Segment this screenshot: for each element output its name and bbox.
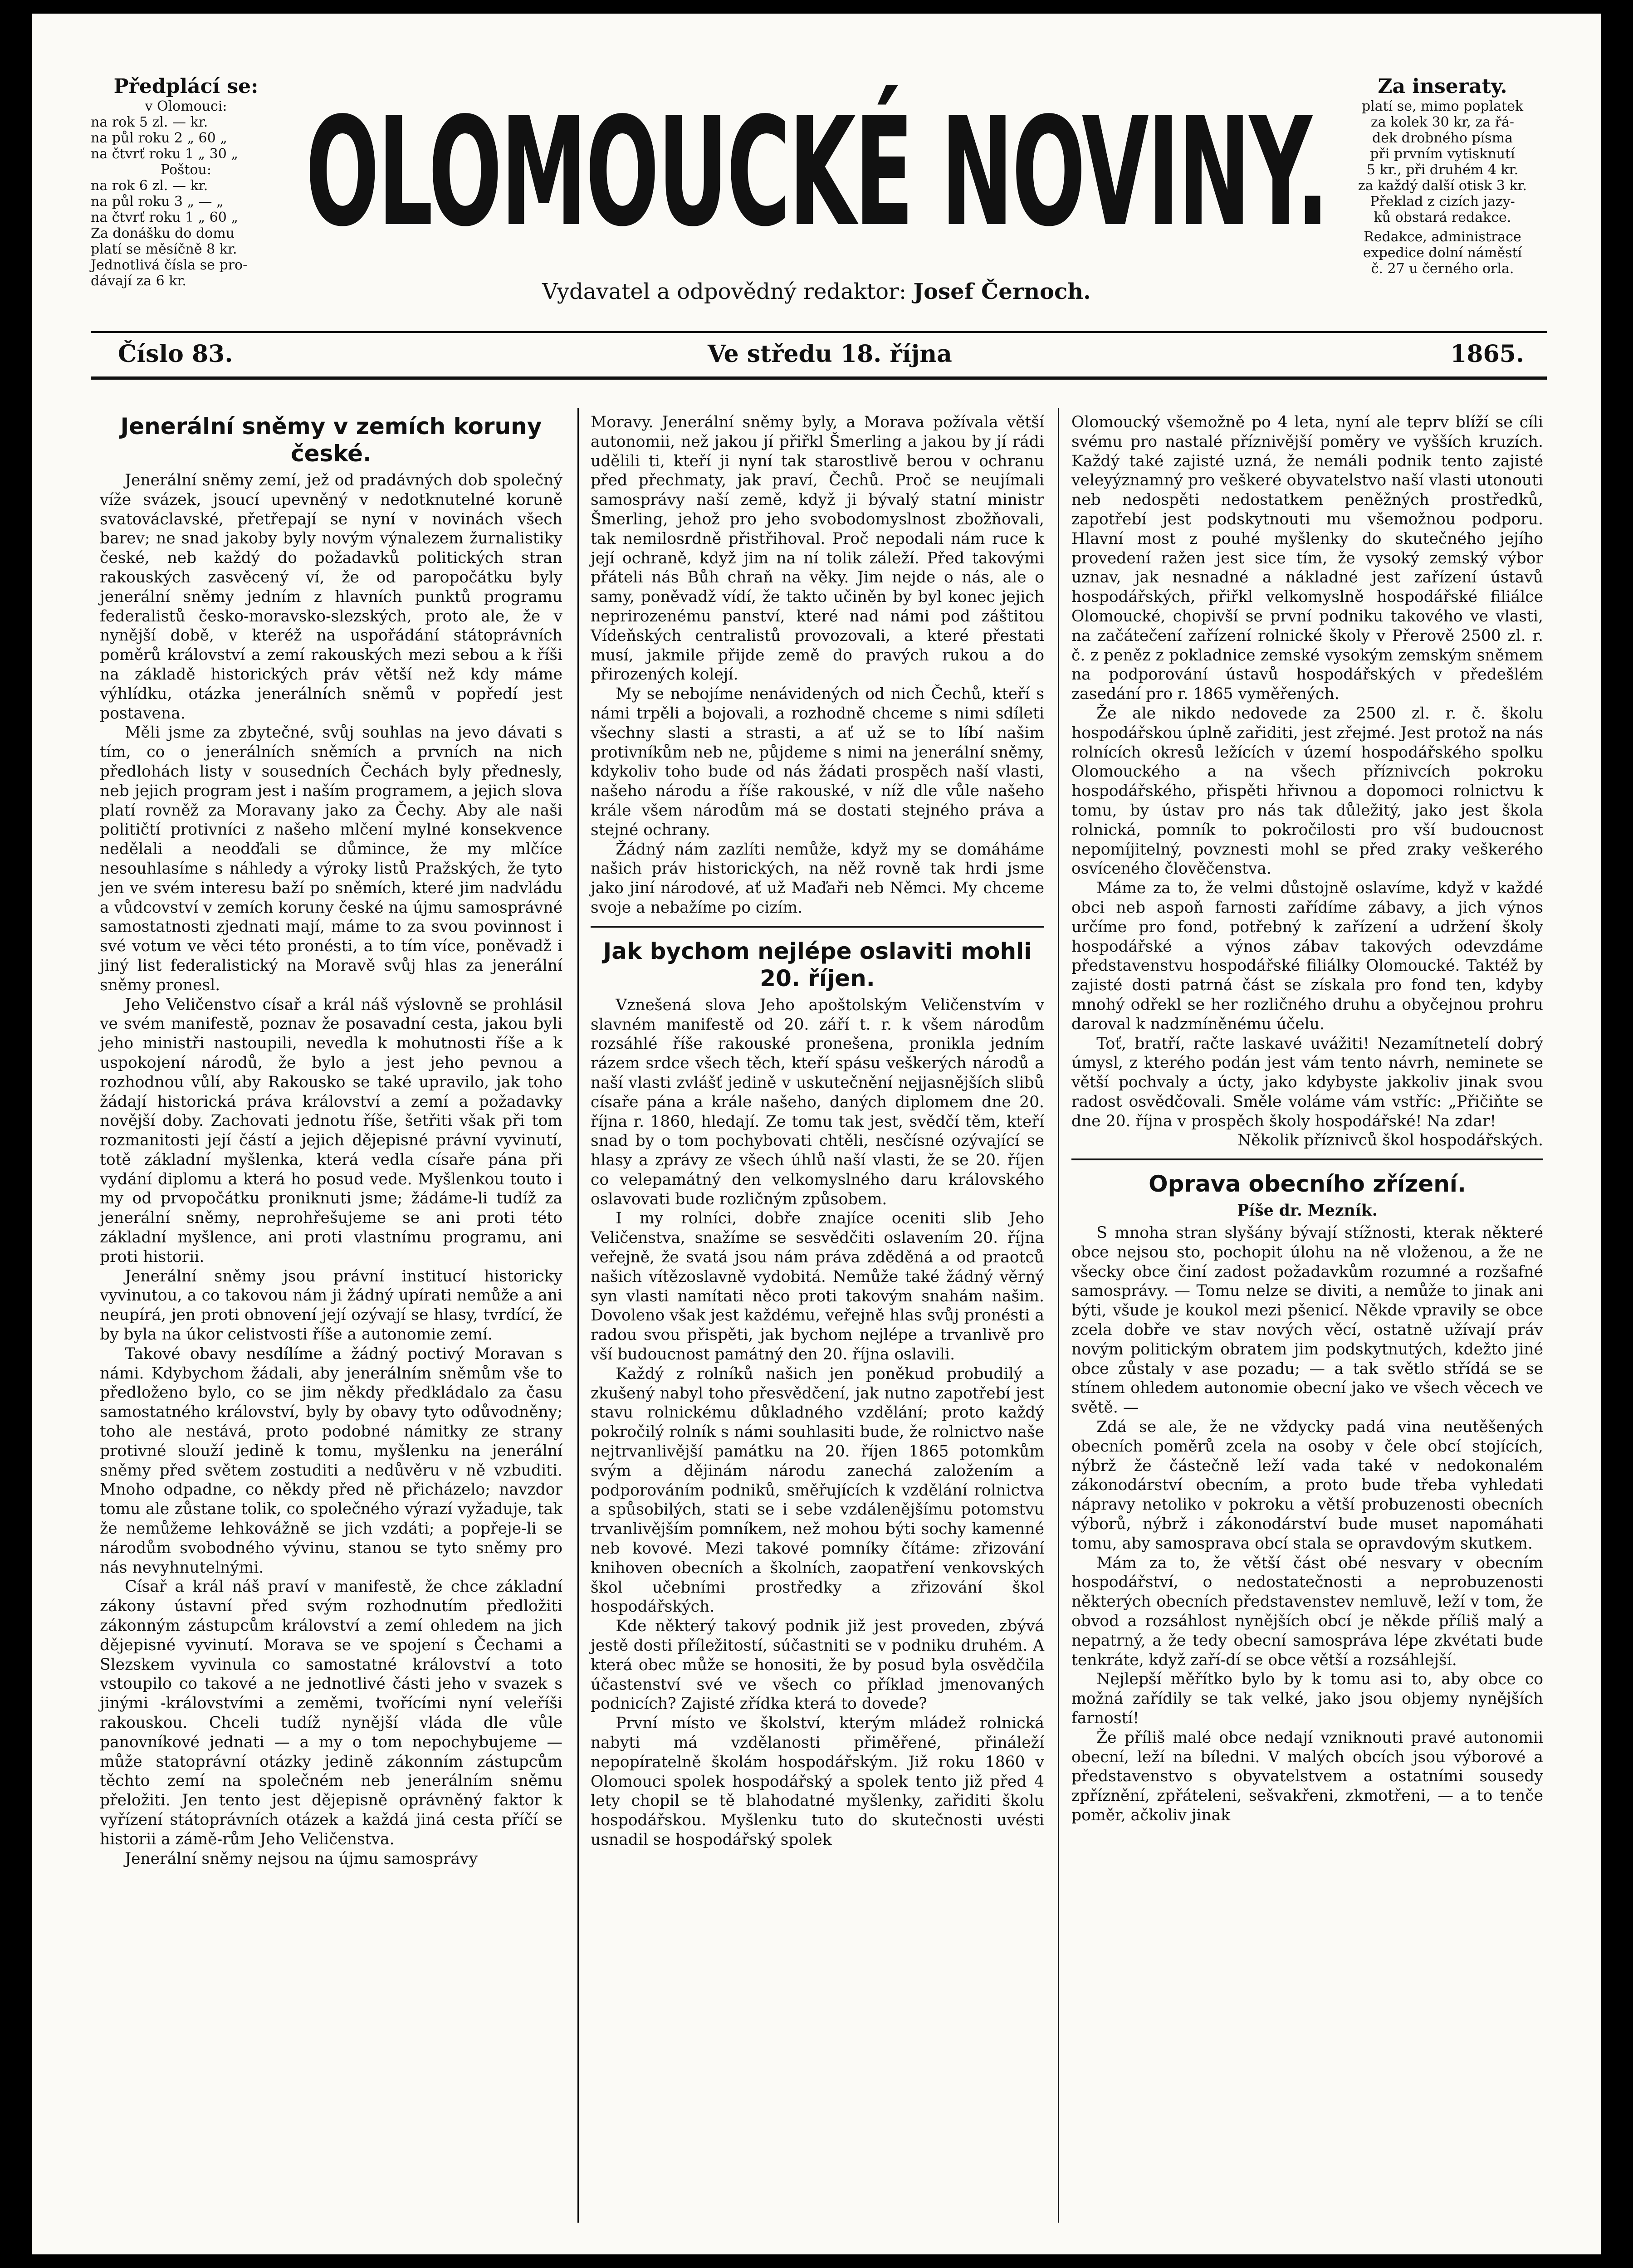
inserts-line: Překlad z cizích jazy- <box>1370 194 1515 210</box>
paragraph: Toť, bratří, račte laskavé uvážiti! Nezamítnetelí dobrý úmysl, z kterého podán jest vám tento návrh, neminete se větší pochvaly a úcty, jako kdybyste jakkoliv jinak svou radost osvědčovali. Směle voláme vám vstříc: „Přičiňte se dne 20. října v prospěch školy hospodářské! Na zdar! <box>1071 1034 1543 1130</box>
issue-number: Číslo 83. <box>118 340 233 368</box>
subscription-line: dávají za 6 kr. <box>91 273 186 289</box>
paragraph: Jenerální sněmy jsou právní institucí historicky vyvinutou, a co takovou nám ji žádný upírati nemůže a ani neupírá, jen proti obnovení její ozývají se hlasy, tvrdící, že by byla na úkor celistvosti říše a autonomie zemí. <box>100 1267 562 1344</box>
inserts-line: dek drobného písma <box>1372 130 1513 146</box>
paragraph: Jenerální sněmy nejsou na újmu samosprávy <box>125 1849 478 1868</box>
column-1 <box>100 413 562 1868</box>
subscription-line: na půl roku 2 „ 60 „ <box>91 130 227 146</box>
paragraph: Jenerální sněmy zemí, jež od pradávných dob společný víže svázek, jsoucí upevněný v nedotknutelné koruně svatováclavské, přetřepají se nyní v novinách všech barev; ne snad jakoby byly novým výnalezem žurnalistiky české, neb každý do požadavků politických stran rakouských zasvěcený ví, že od paropočátku byly jenerální sněmy jedním z hlavních punktů programu federalistů česko-moravsko-slezských, proto ale, že v nynější době, v kteréž na uspořádání státoprávních poměrů království a zemí rakouských mezi sebou a k říši na základě historických práv větší než kdy máme výhlídku, otázka jenerálních sněmů v popředí jest postavena. <box>100 471 562 723</box>
paragraph: První místo ve školství, kterým mládež rolnická nabyti má vzdělanosti přiměřené, přináleží nepopíratelně školám hospodářským. Již roku 1860 v Olomouci spolek hospodářský a spolek tento již před 4 lety chopil se tě blahodatné myšlenky, zařiditi školu hospodářskou. Myšlenku tuto do skutečnosti uvésti usnadil se hospodářský spolek <box>591 1714 1044 1849</box>
inserts-line: při prvním vytisknutí <box>1370 146 1515 162</box>
paragraph: Moravy. Jenerální sněmy byly, a Morava požívala větší autonomii, než jakou jí přiřkl Šmerling a jakou by jí rádi udělili ti, kteří ji nyní tak starostlivě berou v ochranu před přechmaty, jak praví, Čechů. Proč se neujímali samosprávy naší země, když ji bývalý statní ministr Šmerling, jehož pro jeho svobodomyslnost zbožňovali, tak nemilosrdně přistřihoval. Proč nepodali nám ruce k její ochraně, když jim na ní tolik záleží. Před takovými přáteli nás Bůh chraň na věky. Jim nejde o nás, ale o samy, poněvadž vídí, že takto učiněn by byl konec jejich neprirozenému panství, které nad námi pod záštitou Vídeňských centralistů provozovali, a které přestati musí, jakmile přijde země do pravých rukou a do přirozených kolejí. <box>591 413 1044 684</box>
paragraph: Kde některý takový podnik již jest proveden, zbývá jestě dosti příležitostí, súčastniti se v podniku druhém. A která obec může se honositi, že by posud byla osvědčila účastenství své ve všech co příklad jmenovaných podnicích? Zajisté zřídka která to dovede? <box>591 1617 1044 1713</box>
subscription-line: na půl roku 3 „ — „ <box>91 194 224 210</box>
inserts-line: Redakce, administrace <box>1364 229 1521 245</box>
header-rule-top <box>91 331 1547 333</box>
subscription-line: na rok 5 zl. — kr. <box>91 114 208 130</box>
subscription-line: platí se měsíčně 8 kr. <box>91 241 237 257</box>
inserts-line: za kolek 30 kr, za řá- <box>1370 114 1515 130</box>
subscription-line: Poštou: <box>161 162 211 178</box>
subscription-line: na čtvrť roku 1 „ 60 „ <box>91 210 238 225</box>
subscription-title: Předplácí se: <box>113 75 259 98</box>
paragraph: Takové obavy nesdílíme a žádný poctivý Moravan s námi. Kdybychom žádali, aby jenerálním sněmům vše to předloženo bylo, co se jim někdy předkládalo za času samostatného království, byly by obavy tyto odůvodněny; toho ale nestává, proto podobné námitky ze strany protivné slouží jedině k tomu, myšlenku na jenerální sněmy před světem zostuditi a nedůvěru v ně vzbuditi. Mnoho odpadne, co někdy před ně přicházelo; navzdor tomu ale zůstane tolik, co společného výrazí vyžaduje, tak že nemůžeme lehkovážně se jich vzdáti; a popřeje-li se národům svobodného vývinu, stanou se tyto sněmy pro nás nevyhnutelnými. <box>100 1344 562 1577</box>
inserts-line: ků obstará redakce. <box>1374 210 1511 225</box>
column-2 <box>591 413 1044 1850</box>
paragraph: Každý z rolníků našich jen poněkud probudilý a zkušený nabyl toho přesvědčení, jak nutno zapotřebí jest stavu rolnickému důkladného vzdělání; proto každý pokročilý rolník s námi souhlasiti bude, že rolnictvo naše nejtrvanlivější památku na 20. říjen 1865 potomkům svým a dějinám národu zanechá založením a podporováním podniků, směřujících k vzdělání rolnictva a spůsobilých, stati se i sebe vzdálenějšímu potomstvu trvanlivějším pomníkem, než mohou býti sochy kamenné neb kovové. Mezi takové pomníky čítáme: zřizování knihoven obecních a školních, zaopatření venkovských škol učebními prostředky a zřizování škol hospodářských. <box>591 1364 1044 1616</box>
article-separator <box>591 926 1044 928</box>
article-heading: Jak bychom nejlépe oslaviti mohli 20. říjen. <box>603 938 1032 992</box>
signature: Několik příznivců škol hospodářských. <box>1237 1131 1543 1150</box>
publisher-line <box>304 279 1329 304</box>
article-separator <box>1071 1158 1543 1160</box>
paragraph: Měli jsme za zbytečné, svůj souhlas na jevo dávati s tím, co o jenerálních sněmích a prvních na nich předlohách listy v sousedních Čechách byly přednesly, neb jejich program jest i naším programem, a jejich slova platí rovněž za Moravany jako za Čechy. Aby ale naši političtí protivníci z našeho mlčení mylné konsekvence nedělali a neodďali se důmince, že my mlčíce nesouhlasíme s náhledy a výroky listů Pražských, že tyto jen ve svém interesu baží po sněmích, které jim nadvládu a vůdcovství v zemích koruny české na újmu samosprávné samostatnosti zjednati mají, máme to za svou povinnost i své votum ve věci této pronésti, a to tím více, poněvadž i jiný list federalistický na Moravě svůj hlas za jenerální sněmy pronesl. <box>100 723 562 994</box>
paragraph: Císař a král náš praví v manifestě, že chce základní zákony ústavní před svým rozhodnutím předložiti zákonným zástupcům království a zemí ohledem na jich dějepisné vyvinutí. Morava se ve spojení s Čechami a Slezskem vyvinula co samostatné království a toto vstoupilo co takové a ne jednotlivé části jeho v svazek s jinými -královstvími a zeměmi, tvořícími nyní veleříši rakouskou. Chceli tudíž nynější vláda dle vůle panovníkové jednati — a my o tom nepochybujeme — může statoprávní otázky jedině zákonním zástupcům těchto zemí na společném neb jenerálním sněmu přeložiti. Jen tento jest dějepisně oprávněný faktor k vyřízení státoprávních otázek a každá jiná cesta příčí se historii a zámě-rům Jeho Veličenstva. <box>100 1578 562 1848</box>
paragraph: Jeho Veličenstvo císař a král náš výslovně se prohlásil ve svém manifestě, poznav že posavadní cesta, jakou byli jeho ministři nastoupili, nevedla k mohutnosti říše a k uspokojení národů, že bylo a jest jeho pevnou a rozhodnou vůlí, aby Rakousko se také upravilo, jak toho žádají historická práva království a zemí a požadavky novější doby. Zachovati jednotu říše, šetřiti však při tom rozmanitosti její částí a jejich dějepisné právní vyvinutí, totě základní myšlenka, která vedla císaře pána při vydání diplomu a která ho posud vede. Myšlenkou touto i my od prvopočátku proniknuti jsme; žádáme-li tudíž za jenerální sněmy, neprohřešujeme se ani proti této základní myšlence, ani proti vlastnímu programu, ani proti historii. <box>100 995 562 1266</box>
article-heading: Jenerální sněmy v zemích koruny české. <box>120 413 542 467</box>
inserts-title: Za inseraty. <box>1378 75 1507 98</box>
inserts-box <box>1343 75 1542 277</box>
inserts-line: platí se, mimo poplatek <box>1361 98 1524 114</box>
issue-bar <box>118 340 1524 372</box>
subscription-line: Jednotlivá čísla se pro- <box>91 257 248 273</box>
byline: Píše dr. Mezník. <box>1237 1202 1378 1220</box>
article-heading: Oprava obecního zřízení. <box>1149 1171 1466 1198</box>
paragraph: Žádný nám zazlíti nemůže, když my se domáháme našich práv historických, na něž rovně tak hrdi jsme jako jiní národové, ať už Maďaři neb Němci. My chceme svoje a nebažíme po cizím. <box>591 840 1044 917</box>
publisher-name: Josef Černoch. <box>913 279 1091 304</box>
paragraph: Zdá se ale, že ne vždycky padá vina neutěšených obecních poměrů zcela na osoby v čele obcí stojících, nýbrž že částečně leží vada také v nedokonalém zákonodárství obecním, a proto bude třeba vyhledati nápravy netoliko v pokroku a větší probuzenosti obecních výborů, nýbrž i zákonodárství bude muset napomáhati tomu, aby samosprava obcí stala se opravdovým skutkem. <box>1071 1418 1543 1553</box>
paragraph: My se nebojíme nenávidených od nich Čechů, kteří s námi trpěli a bojovali, a rozhodně chceme s nimi sdíleti všechny slasti a strasti, a ať už se to líbí našim protivníkům neb ne, půjdeme s nimi na jenerální sněmy, kdykoliv toho bude od nás žádati prospěch naší vlasti, našeho národu a říše rakouské, v níž dle vůle našeho krále všem národům má se dostati stejného práva a stejné ochrany. <box>591 685 1044 839</box>
inserts-line: expedice dolní náměstí <box>1363 245 1522 261</box>
masthead-title: OLOMOUCKÉ NOVINY. <box>305 85 1328 259</box>
subscription-line: Za donášku do domu <box>91 225 235 241</box>
publisher-prefix: Vydavatel a odpovědný redaktor: <box>542 279 907 304</box>
issue-year: 1865. <box>1450 340 1524 368</box>
newspaper-page <box>32 14 1601 2254</box>
inserts-line: 5 kr., při druhém 4 kr. <box>1366 162 1519 178</box>
paragraph: Nejlepší měřítko bylo by k tomu asi to, aby obce co možná zařídily se tak velké, jako jsou objemy nynějších farností! <box>1071 1670 1543 1727</box>
subscription-line: na rok 6 zl. — kr. <box>91 178 208 194</box>
paragraph: Olomoucký všemožně po 4 leta, nyní ale teprv blíží se cíli svému pro nastalé příznivější poměry ve vyšších kruzích. Každý také zajisté uzná, že nemáli podnik tento zajisté veleyýznamný pro veškeré obyvatelstvo naší vlasti utonouti neb nedospěti nedostatkem peněžných prostředků, zapotřebí jest podskytnouti mu všemožnou podporu. Hlavní most z pouhé myšlenky do skutečného jejího provedení ražen jest sice tím, že vysoký zemský výbor uznav, jak nesnadné a nákladné jest zařízení ústavů hospodářských, přiřkl velkomyslně hospodářské filiálce Olomoucké, chopivší se první podniku takového ve vlasti, na začátečení zařízení rolnické školy v Přerově 2500 zl. r. č. z peněz z pokladnice zemské vysokým zemským sněmem na podporování ústavů hospodářských v předešlém zasedání pro r. 1865 vyměřených. <box>1071 413 1543 704</box>
inserts-line: za každý další otisk 3 kr. <box>1358 178 1527 194</box>
column-divider <box>577 408 579 2223</box>
paragraph: Že příliš malé obce nedají vzniknouti pravé autonomii obecní, leží na bíledni. V malých obcích jsou výborové a představenstvo s obyvatelstvem a ostatními sousedy zpříznění, zpřáteleni, sešvakřeni, zkmotřeni, — a to tenče poměr, ačkoliv jinak <box>1071 1728 1543 1824</box>
paragraph: Mám za to, že větší část obé nesvary v obecním hospodářství, o nedostatečnosti a neprobuzenosti některých obecních představenstev nemluvě, leží v tom, že obvod a rozsáhlost nynějších obcí je někde příliš malý a nepatrný, a že tedy obecní samospráva lépe zkvétati bude tenkráte, když zaří-dí se obce větší a rozsáhlejší. <box>1071 1554 1543 1669</box>
paragraph: S mnoha stran slyšány bývají stížnosti, kterak některé obce nejsou sto, pochopit úlohu na ně vloženou, a že ne všecky obce činí zadost požadavkům rozumné a rozšafné samosprávy. — Tomu nelze se diviti, a nemůže to jinak ani býti, všude je koukol mezi pšenicí. Někde vpravily se obce zcela dobře ve stav nových věcí, ostatně užívají práv novým politickým obratem jim podskytnutých, kdežto jiné obce zůstaly v ase pozadu; — a tak světlo střídá se se stínem ohledem autonomie obecní jako ve všech věcech ve světě. — <box>1071 1224 1543 1417</box>
paragraph: Vznešená slova Jeho apoštolským Veličenstvím v slavném manifestě od 20. září t. r. k všem národům rozsáhlé říše rakouské pronešena, pronikla jedním rázem srdce všech těch, kteří spásu veškerých národů a naší vlasti zvlášť jedině v uskutečnění nejjasnějších slibů císaře pána a krále našeho, daných diplomem dne 20. října r. 1860, hledají. Ze tomu tak jest, svědčí těm, kteří snad by o tom pochybovati chtěli, nesčísné ozývající se hlasy a zprávy ze všech úhlů naší vlasti, že se 20. říjen co velepamátný den velkomyslného daru královského oslavovati bude rozličným způsobem. <box>591 996 1044 1208</box>
subscription-line: v Olomouci: <box>145 98 227 114</box>
subscription-line: na čtvrť roku 1 „ 30 „ <box>91 146 238 162</box>
subscription-box <box>91 75 281 289</box>
inserts-line: č. 27 u černého orla. <box>1371 261 1514 277</box>
paragraph: Že ale nikdo nedovede za 2500 zl. r. č. školu hospodářskou úplně zařiditi, jest zřejmé. Jest protož na nás rolnících okresů ležících v území hospodářského spolku Olomouckého a na všech příznivcích pokroku hospodářského, přispěti hřivnou a dopomoci rolnictvu k tomu, by ústav pro nás tak důležitý, jako jest škola rolnická, pomník to pokročilosti pro vší budoucnost nepomíjitelný, povznesti mohl se před zraky veškerého osvíceného člověčenstva. <box>1071 704 1543 878</box>
paragraph: Máme za to, že velmi důstojně oslavíme, když v každé obci neb aspoň farnosti zařídíme zábavy, a jich výnos určíme pro fond, potřebný k zařízení a udržení školy hospodářské a výnos zábav takových odevzdáme představenstvu hospodářské filiálky Olomoucké. Taktéž by zajisté dosti patrná část se získala pro fond ten, kdyby mnohý odřekl se her rozličného druhu a obyčejnou prohru daroval k nadzmíněnému účelu. <box>1071 879 1543 1033</box>
paragraph: I my rolníci, dobře znajíce oceniti slib Jeho Veličenstva, snažíme se sesvědčiti oslavením 20. října veřejně, že svatá jsou nám práva zděděná a od praotců našich vítězoslavně vydobitá. Nemůže také žádný věrný syn vlasti namítati něco proti takovým snahám našim. Dovoleno však jest každému, veřejně hlas svůj pronésti a radou svou přispěti, jak bychom nejlépe a trvanlivě pro vší budoucnost památný den 20. října oslavili. <box>591 1209 1044 1364</box>
header-rule-bottom <box>91 376 1547 380</box>
issue-date: Ve středu 18. října <box>708 340 952 368</box>
column-3 <box>1071 413 1543 1825</box>
column-divider <box>1058 408 1059 2223</box>
